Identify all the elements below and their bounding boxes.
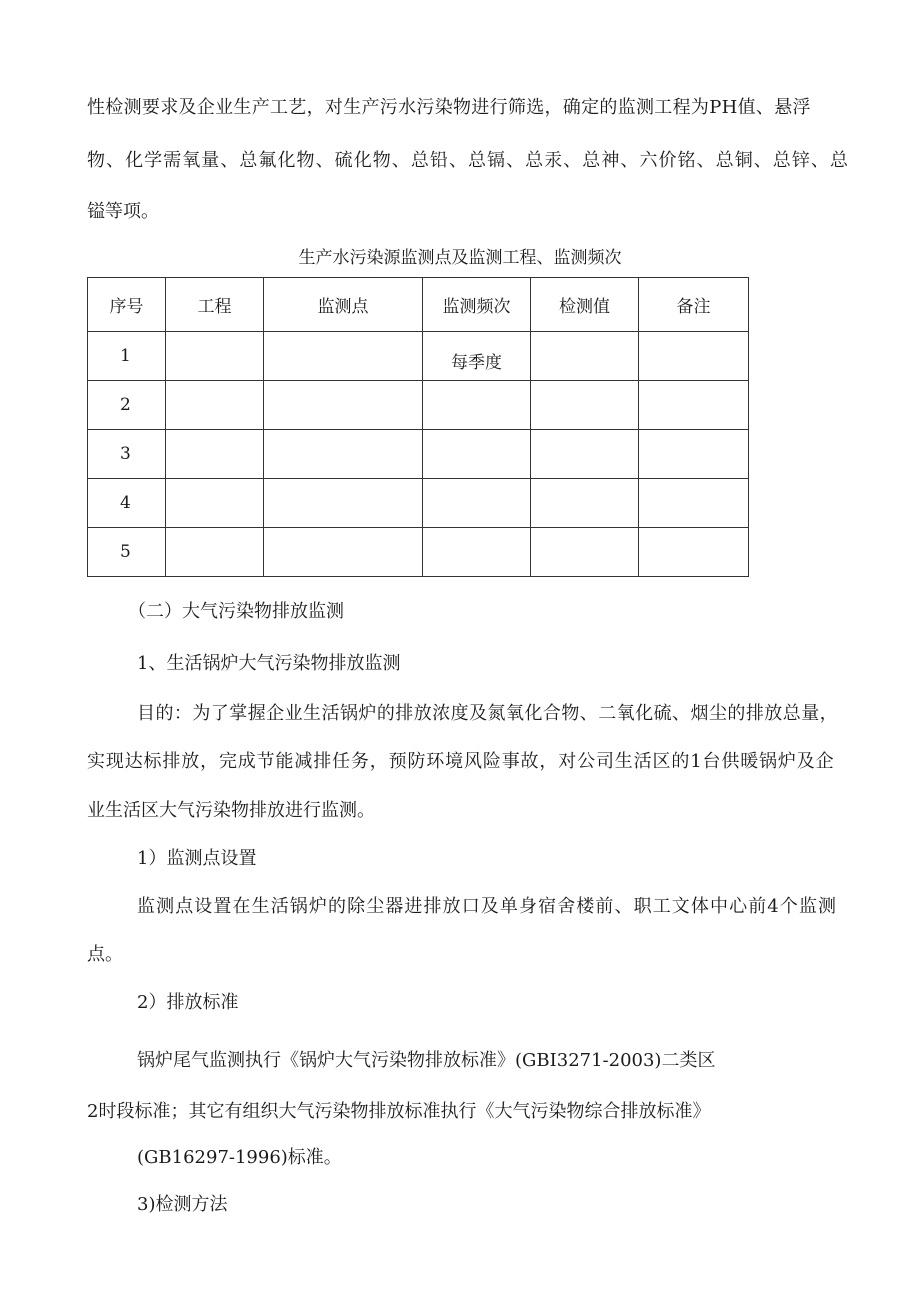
table-cell — [166, 430, 264, 479]
table-cell — [264, 332, 423, 381]
table-caption: 生产水污染源监测点及监测工程、监测频次 — [298, 248, 622, 268]
table-row — [88, 528, 749, 577]
table-cell — [423, 528, 531, 577]
table-cell — [531, 479, 639, 528]
table-cell — [423, 430, 531, 479]
paragraph-line: 监测点设置在生活锅炉的除尘器进排放口及单身宿舍楼前、职工文体中心前4个监测 — [137, 896, 838, 917]
item-heading: 1）监测点设置 — [137, 848, 257, 869]
table-cell — [531, 430, 639, 479]
subsection-heading: 1、生活锅炉大气污染物排放监测 — [137, 653, 401, 674]
paragraph-line: 锅炉尾气监测执行《锅炉大气污染物排放标准》(GBI3271-2003)二类区 — [137, 1050, 716, 1071]
table-cell — [264, 430, 423, 479]
table-row — [88, 430, 749, 479]
paragraph-line: 物、化学需氧量、总氟化物、硫化物、总铅、总镉、总汞、总神、六价铭、总铜、总锌、总 — [87, 150, 849, 171]
table-cell: 每季度 — [423, 332, 531, 381]
paragraph-line: 实现达标排放，完成节能减排任务，预防环境风险事故，对公司生活区的1台供暖锅炉及企 — [87, 751, 835, 772]
paragraph-line: 镒等项。 — [87, 201, 159, 222]
table-cell — [423, 381, 531, 430]
header-cell: 检测值 — [531, 278, 639, 332]
table-cell — [166, 332, 264, 381]
header-cell: 备注 — [639, 278, 749, 332]
table-cell — [166, 479, 264, 528]
table-cell — [531, 381, 639, 430]
paragraph-line: 业生活区大气污染物排放进行监测。 — [87, 800, 375, 821]
table-cell — [639, 381, 749, 430]
table-cell — [639, 479, 749, 528]
table-cell — [639, 430, 749, 479]
header-cell: 序号 — [88, 278, 166, 332]
table-cell — [166, 381, 264, 430]
table-cell: 3 — [88, 430, 166, 479]
header-cell: 监测点 — [264, 278, 423, 332]
header-cell: 监测频次 — [423, 278, 531, 332]
table-cell — [423, 479, 531, 528]
table-cell — [639, 332, 749, 381]
table-cell: 4 — [88, 479, 166, 528]
paragraph-line: 点。 — [87, 944, 123, 965]
section-heading: （二）大气污染物排放监测 — [128, 601, 344, 622]
table-cell — [264, 381, 423, 430]
table-cell — [531, 528, 639, 577]
item-heading: 2）排放标准 — [137, 992, 239, 1013]
table-row — [88, 381, 749, 430]
item-heading: 3)检测方法 — [137, 1194, 228, 1215]
table-cell — [166, 528, 264, 577]
table-row — [88, 332, 749, 381]
table-cell — [531, 332, 639, 381]
table-row — [88, 479, 749, 528]
table-cell: 1 — [88, 332, 166, 381]
paragraph-line: 2时段标准；其它有组织大气污染物排放标准执行《大气污染物综合排放标准》 — [87, 1101, 711, 1122]
paragraph-line: 目的：为了掌握企业生活锅炉的排放浓度及氮氧化合物、二氧化硫、烟尘的排放总量， — [137, 703, 839, 724]
table-header-row — [88, 278, 749, 332]
header-cell: 工程 — [166, 278, 264, 332]
monitoring-table — [87, 277, 749, 577]
paragraph-line: (GB16297-1996)标准。 — [137, 1147, 342, 1168]
paragraph-line: 性检测要求及企业生产工艺，对生产污水污染物进行筛选，确定的监测工程为PH值、悬浮 — [87, 97, 811, 118]
table-cell: 2 — [88, 381, 166, 430]
table-cell: 5 — [88, 528, 166, 577]
table-cell — [639, 528, 749, 577]
table-cell — [264, 479, 423, 528]
table-cell — [264, 528, 423, 577]
